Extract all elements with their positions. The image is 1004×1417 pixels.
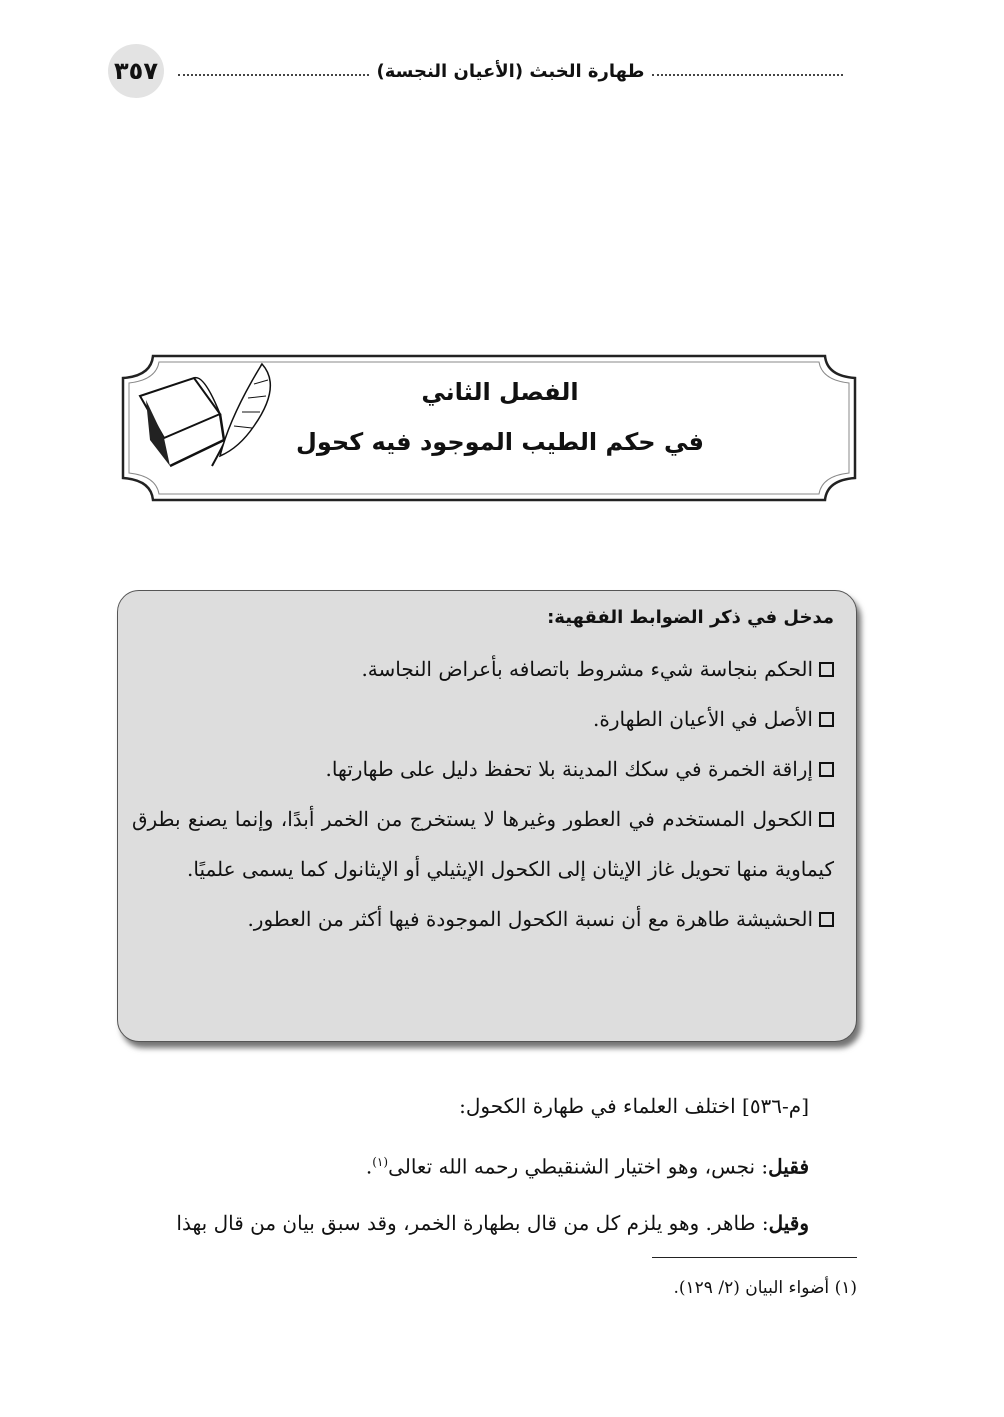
body-span: : نجس، وهو اختيار الشنقيطي رحمه الله تعالى [388,1154,769,1179]
checkbox-icon [819,712,834,727]
body-label: وقيل [768,1210,809,1235]
body-span: . [365,1154,373,1179]
rules-heading: مدخل في ذكر الضوابط الفقهية: [547,607,834,628]
checkbox-icon [819,662,834,677]
footnote [560,1278,857,1298]
rule-item [132,644,842,694]
body-line [112,1195,809,1251]
rule-text: الحكم بنجاسة شيء مشروط باتصافه بأعراض النجاسة. [361,657,813,681]
body-text [112,1078,809,1251]
checkbox-icon [819,912,834,927]
rule-text: إراقة الخمرة في سكك المدينة بلا تحفظ دليل على طهارتها. [325,757,813,781]
body-line [112,1134,809,1195]
checkbox-icon [819,812,834,827]
footnote-number: (١) [834,1278,857,1298]
rules-box [117,590,857,1042]
running-title: طهارة الخبث (الأعيان النجسة) [376,60,645,82]
rule-text: الأصل في الأعيان الطهارة. [593,707,813,731]
rule-item [132,694,842,744]
footnote-ref[interactable]: (١) [372,1155,389,1169]
book-quill-icon [134,356,284,476]
rule-item [132,894,842,944]
rules-list [132,644,842,944]
rule-item [132,794,842,894]
header-dots-left [178,74,369,76]
body-label: فقيل [768,1154,809,1179]
header-dots-right [652,74,843,76]
chapter-heading [270,370,730,456]
rule-text: الحشيشة طاهرة مع أن نسبة الكحول الموجودة فيها أكثر من العطور. [247,907,813,931]
chapter-title: الفصل الثاني [421,378,579,406]
body-line: [م-٥٣٦] اختلف العلماء في طهارة الكحول: [459,1094,809,1118]
body-span: : طاهر. وهو يلزم كل من قال بطهارة الخمر، وقد سبق بيان من قال بهذا [176,1210,769,1235]
footnote-divider [652,1257,857,1258]
rule-text: الكحول المستخدم في العطور وغيرها لا يستخرج من الخمر أبدًا، وإنما يصنع بطرق كيماوية منها تحويل غاز الإيثان إلى الكحول الإيثيلي أو الإيثانول كما يسمى علميًا. [132,807,834,881]
rule-item [132,744,842,794]
page-number: ٣٥٧ [108,44,164,98]
footnote-text: أضواء البيان (٢/ ١٢٩). [673,1278,830,1298]
checkbox-icon [819,762,834,777]
running-header [178,56,843,86]
chapter-subtitle: في حكم الطيب الموجود فيه كحول [296,428,704,456]
